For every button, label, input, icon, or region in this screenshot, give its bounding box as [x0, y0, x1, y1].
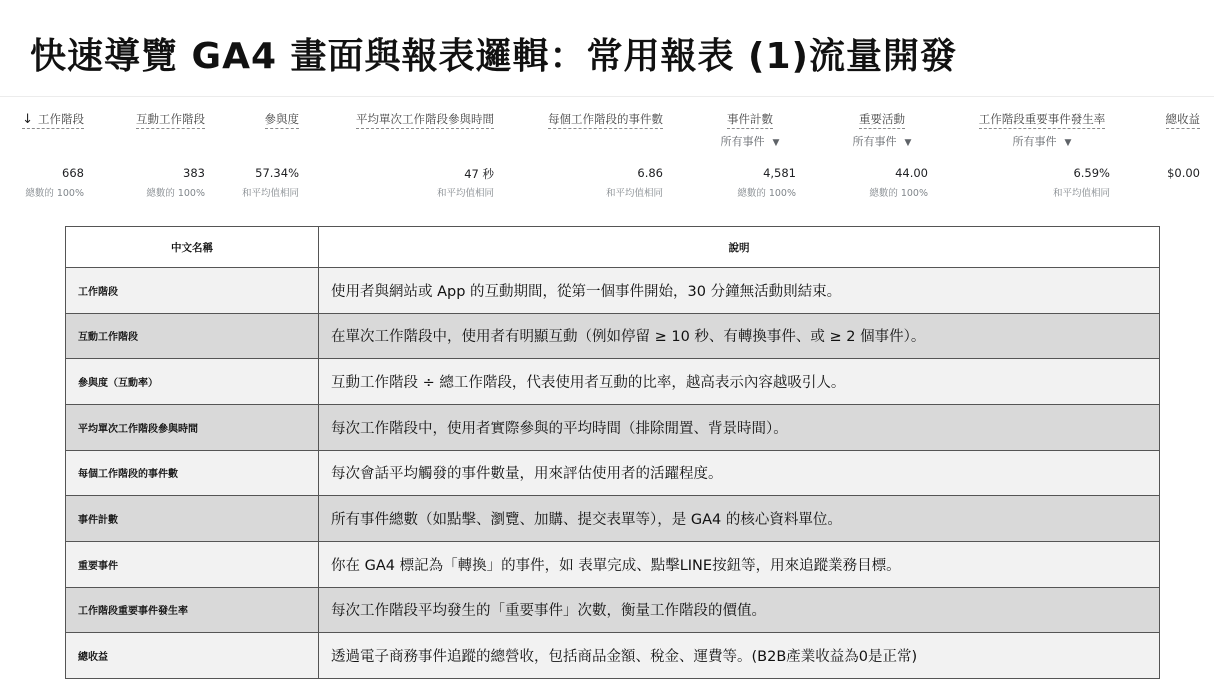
term-description: 所有事件總數（如點擊、瀏覽、加購、提交表單等），是 GA4 的核心資料單位。 [319, 496, 1160, 542]
metric-total-revenue-value: $0.00 [1167, 166, 1200, 180]
down-arrow-icon[interactable]: ↓ [22, 112, 33, 127]
dropdown-caret-icon[interactable]: ▼ [1064, 138, 1072, 148]
term-description: 你在 GA4 標記為「轉換」的事件，如 表單完成、點擊LINE按鈕等，用來追蹤業務目標。 [319, 541, 1160, 587]
term-name: 重要事件 [66, 541, 319, 587]
metric-key-events-header[interactable]: 重要活動 [859, 112, 905, 129]
metric-avg-engagement-time-value: 47 秒 [464, 167, 494, 181]
term-description: 使用者與網站或 App 的互動期間，從第一個事件開始，30 分鐘無活動則結束。 [319, 268, 1160, 314]
metric-engagement-rate [220, 108, 299, 199]
metric-key-events-filter[interactable] [832, 133, 932, 149]
column-header-description: 說明 [319, 227, 1160, 268]
metric-key-events [832, 108, 932, 199]
metric-sessions-label: 工作階段 [38, 112, 84, 126]
term-description: 互動工作階段 ÷ 總工作階段，代表使用者互動的比率，越高表示內容越吸引人。 [319, 359, 1160, 405]
term-description: 透過電子商務事件追蹤的總營收，包括商品金額、稅金、運費等。(B2B產業收益為0是正常) [319, 633, 1160, 679]
metric-engaged-sessions-value: 383 [183, 166, 205, 180]
metric-sessions-header[interactable] [22, 112, 84, 129]
term-name: 事件計數 [66, 496, 319, 542]
metric-engagement-rate-note: 和平均值相同 [241, 188, 299, 199]
table-row [66, 496, 1160, 542]
table-row [66, 313, 1160, 359]
metric-engagement-rate-header[interactable]: 參與度 [265, 112, 300, 129]
table-row [66, 404, 1160, 450]
term-name: 每個工作階段的事件數 [66, 450, 319, 496]
table-row [66, 633, 1160, 679]
dropdown-caret-icon[interactable]: ▼ [904, 138, 912, 148]
table-row [66, 541, 1160, 587]
metric-total-revenue-header[interactable]: 總收益 [1166, 112, 1201, 129]
metric-key-event-rate-value: 6.59% [1073, 166, 1110, 180]
term-name: 互動工作階段 [66, 313, 319, 359]
metric-sessions-value: 668 [62, 166, 84, 180]
table-row [66, 450, 1160, 496]
term-name: 工作階段重要事件發生率 [66, 587, 319, 633]
metric-key-event-rate-filter-label: 所有事件 [1012, 135, 1057, 148]
metric-engaged-sessions [120, 108, 205, 199]
metric-sessions-note: 總數的 100% [25, 188, 84, 199]
term-description: 每次工作階段中，使用者實際參與的平均時間（排除閒置、背景時間）。 [319, 404, 1160, 450]
metric-engagement-rate-value: 57.34% [255, 166, 299, 180]
metric-total-revenue [1150, 108, 1200, 180]
metric-engaged-sessions-note: 總數的 100% [146, 188, 205, 199]
term-name: 參與度（互動率） [66, 359, 319, 405]
metric-event-count-filter-label: 所有事件 [720, 135, 765, 148]
metric-key-events-value: 44.00 [895, 166, 928, 180]
header-divider [0, 96, 1214, 97]
dropdown-caret-icon[interactable]: ▼ [772, 138, 780, 148]
table-row [66, 587, 1160, 633]
metric-event-count [700, 108, 800, 199]
table-header-row [66, 227, 1160, 268]
metric-avg-engagement-time-header[interactable]: 平均單次工作階段參與時間 [356, 112, 494, 129]
metric-key-event-rate-header[interactable]: 工作階段重要事件發生率 [979, 112, 1106, 129]
metric-events-per-session [530, 108, 663, 199]
metric-event-count-header[interactable]: 事件計數 [727, 112, 773, 129]
glossary-table [65, 226, 1160, 679]
term-description: 在單次工作階段中，使用者有明顯互動（例如停留 ≥ 10 秒、有轉換事件、或 ≥ 2 個事件）。 [319, 313, 1160, 359]
metric-sessions [16, 108, 84, 199]
metric-events-per-session-value: 6.86 [637, 166, 663, 180]
page-title: 快速導覽 GA4 畫面與報表邏輯：常用報表 (1)流量開發 [30, 36, 958, 77]
term-name: 工作階段 [66, 268, 319, 314]
metric-key-events-filter-label: 所有事件 [852, 135, 897, 148]
column-header-name: 中文名稱 [66, 227, 319, 268]
metric-event-count-note: 總數的 100% [737, 188, 796, 199]
metric-key-event-rate-note: 和平均值相同 [1052, 188, 1110, 199]
metric-avg-engagement-time-note: 和平均值相同 [436, 188, 494, 199]
table-row [66, 359, 1160, 405]
term-description: 每次會話平均觸發的事件數量，用來評估使用者的活躍程度。 [319, 450, 1160, 496]
metric-events-per-session-note: 和平均值相同 [605, 188, 663, 199]
metric-key-events-note: 總數的 100% [869, 188, 928, 199]
metric-key-event-rate [962, 108, 1122, 199]
metrics-strip [0, 108, 1222, 208]
metric-event-count-filter[interactable] [700, 133, 800, 149]
term-description: 每次工作階段平均發生的「重要事件」次數，衡量工作階段的價值。 [319, 587, 1160, 633]
table-row [66, 268, 1160, 314]
metric-event-count-value: 4,581 [763, 166, 796, 180]
metric-avg-engagement-time [340, 108, 494, 199]
term-name: 總收益 [66, 633, 319, 679]
metric-key-event-rate-filter[interactable] [962, 133, 1122, 149]
metric-engaged-sessions-header[interactable]: 互動工作階段 [136, 112, 205, 129]
term-name: 平均單次工作階段參與時間 [66, 404, 319, 450]
metric-events-per-session-header[interactable]: 每個工作階段的事件數 [548, 112, 663, 129]
